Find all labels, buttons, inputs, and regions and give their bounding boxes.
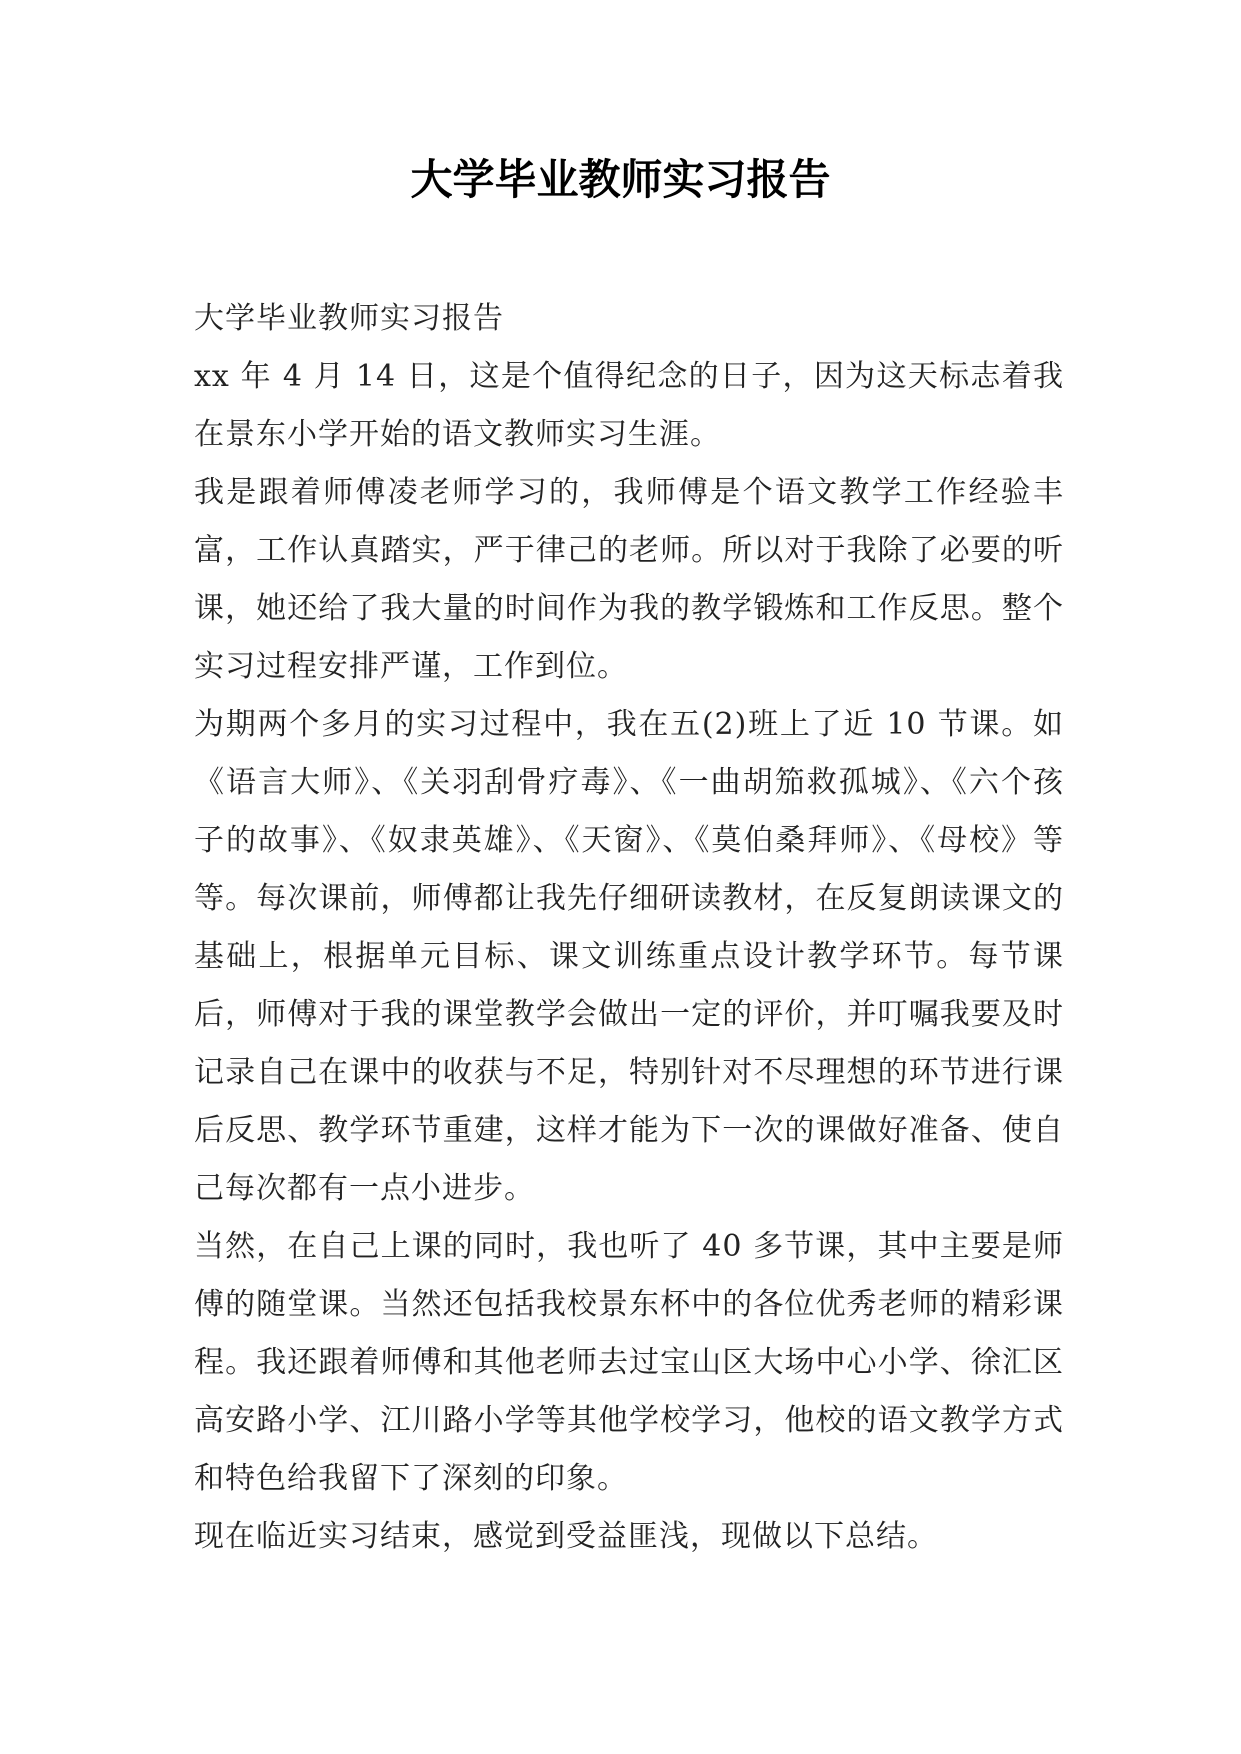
paragraph-summary: 现在临近实习结束，感觉到受益匪浅，现做以下总结。 (194, 1519, 938, 1554)
paragraph-subtitle: 大学毕业教师实习报告 (194, 301, 504, 336)
paragraph-teaching: 为期两个多月的实习过程中，我在五(2)班上了近 10 节课。如《语言大师》、《关羽刮骨疗毒》、《一曲胡笳救孤城》、《六个孩子的故事》、《奴隶英雄》、《天窗》、《莫伯桑拜师》、《母校》等等。每次课前，师傅都让我先仔细研读教材，在反复朗读课文的基础上，根据单元目标、课文训练重点设计教学环节。每节课后，师傅对于我的课堂教学会做出一定的评价，并叮嘱我要及时记录自己在课中的收获与不足，特别针对不尽理想的环节进行课后反思、教学环节重建，这样才能为下一次的课做好准备、使自己每次都有一点小进步。 (194, 707, 1064, 1206)
paragraph-observation: 当然，在自己上课的同时，我也听了 40 多节课，其中主要是师傅的随堂课。当然还包括我校景东杯中的各位优秀老师的精彩课程。我还跟着师傅和其他老师去过宝山区大场中心小学、徐汇区高安路小学、江川路小学等其他学校学习，他校的语文教学方式和特色给我留下了深刻的印象。 (194, 1229, 1064, 1496)
document-body (194, 290, 1064, 1566)
document-title: 大学毕业教师实习报告 (410, 155, 831, 204)
paragraph-mentor: 我是跟着师傅凌老师学习的，我师傅是个语文教学工作经验丰富，工作认真踏实，严于律己的老师。所以对于我除了必要的听课，她还给了我大量的时间作为我的教学锻炼和工作反思。整个实习过程安排严谨，工作到位。 (194, 475, 1064, 684)
paragraph-intro: xx 年 4 月 14 日，这是个值得纪念的日子，因为这天标志着我在景东小学开始的语文教师实习生涯。 (194, 359, 1064, 452)
